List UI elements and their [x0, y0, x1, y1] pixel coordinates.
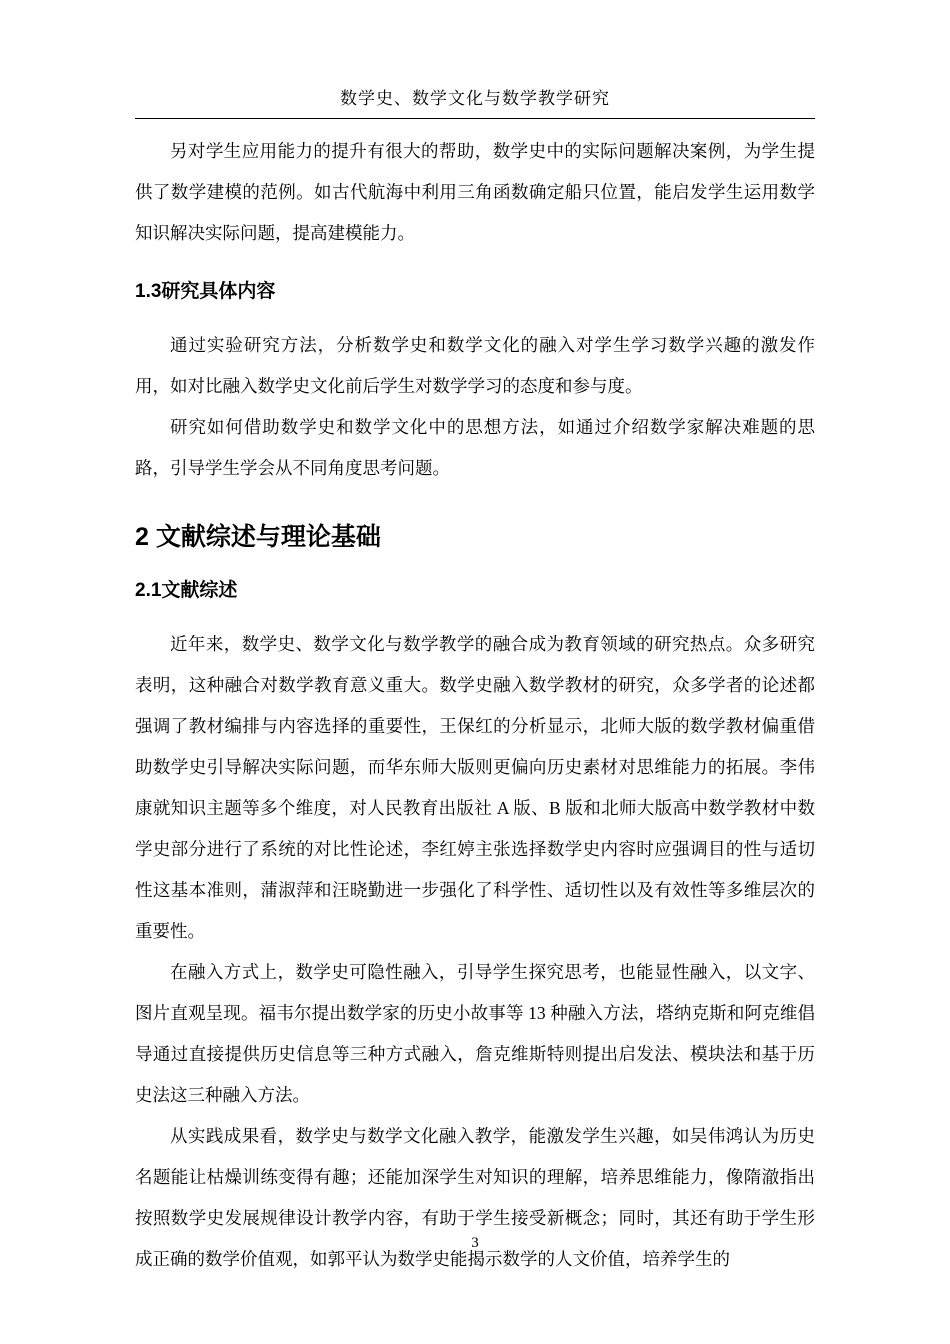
paragraph-integration-methods: 在融入方式上，数学史可隐性融入，引导学生探究思考，也能显性融入，以文字、图片直观呈现。福韦尔提出数学家的历史小故事等 13 种融入方法，塔纳克斯和阿克维倡导通过直接提供历史信息等三种方式融入，詹克维斯特则提出启发法、模块法和基于历史法这三种融入方法。 — [135, 961, 815, 1105]
heading-literature-review-section: 2.1文献综述 — [135, 580, 238, 602]
paragraph-interest-study: 通过实验研究方法，分析数学史和数学文化的融入对学生学习数学兴趣的激发作用，如对比融入数学史文化前后学生对数学学习的态度和参与度。 — [135, 334, 815, 396]
paragraph-literature-review: 近年来，数学史、数学文化与数学教学的融合成为教育领域的研究热点。众多研究表明，这种融合对数学教育意义重大。数学史融入数学教材的研究，众多学者的论述都强调了教材编排与内容选择的重要性，王保红的分析显示，北师大版的数学教材偏重借助数学史引导解决实际问题，而华东师大版则更偏向历史素材对思维能力的拓展。李伟康就知识主题等多个维度，对人民教育出版社 A 版、B 版和北师大版高中数学教材中数学史部分进行了系统的对比性论述，李红婷主张选择数学史内容时应强调目的性与适切性这基本准则，蒲淑萍和汪晓勤进一步强化了科学性、适切性以及有效性等多维层次的重要性。 — [135, 633, 815, 941]
running-title: 数学史、数学文化与数学教学研究 — [340, 89, 610, 108]
paragraph-application-ability: 另对学生应用能力的提升有很大的帮助，数学史中的实际问题解决案例，为学生提供了数学建模的范例。如古代航海中利用三角函数确定船只位置，能启发学生运用数学知识解决实际问题，提高建模能力。 — [135, 141, 815, 243]
page-header — [135, 84, 815, 119]
paragraph-practice-results: 从实践成果看，数学史与数学文化融入教学，能激发学生兴趣，如吴伟鸿认为历史名题能让枯燥训练变得有趣；还能加深学生对知识的理解，培养思维能力，像隋澈指出按照数学史发展规律设计教学内容，有助于学生接受新概念；同时，其还有助于学生形成正确的数学价值观，如郭平认为数学史能揭示数学的人文价值，培养学生的 — [135, 1125, 815, 1269]
document-content — [135, 131, 815, 1280]
heading-research-content: 1.3研究具体内容 — [135, 281, 276, 302]
heading-literature-review-chapter: 2 文献综述与理论基础 — [135, 522, 381, 551]
page-number: 3 — [471, 1235, 479, 1251]
paragraph-thinking-methods: 研究如何借助数学史和数学文化中的思想方法，如通过介绍数学家解决难题的思路，引导学生学会从不同角度思考问题。 — [135, 416, 815, 478]
